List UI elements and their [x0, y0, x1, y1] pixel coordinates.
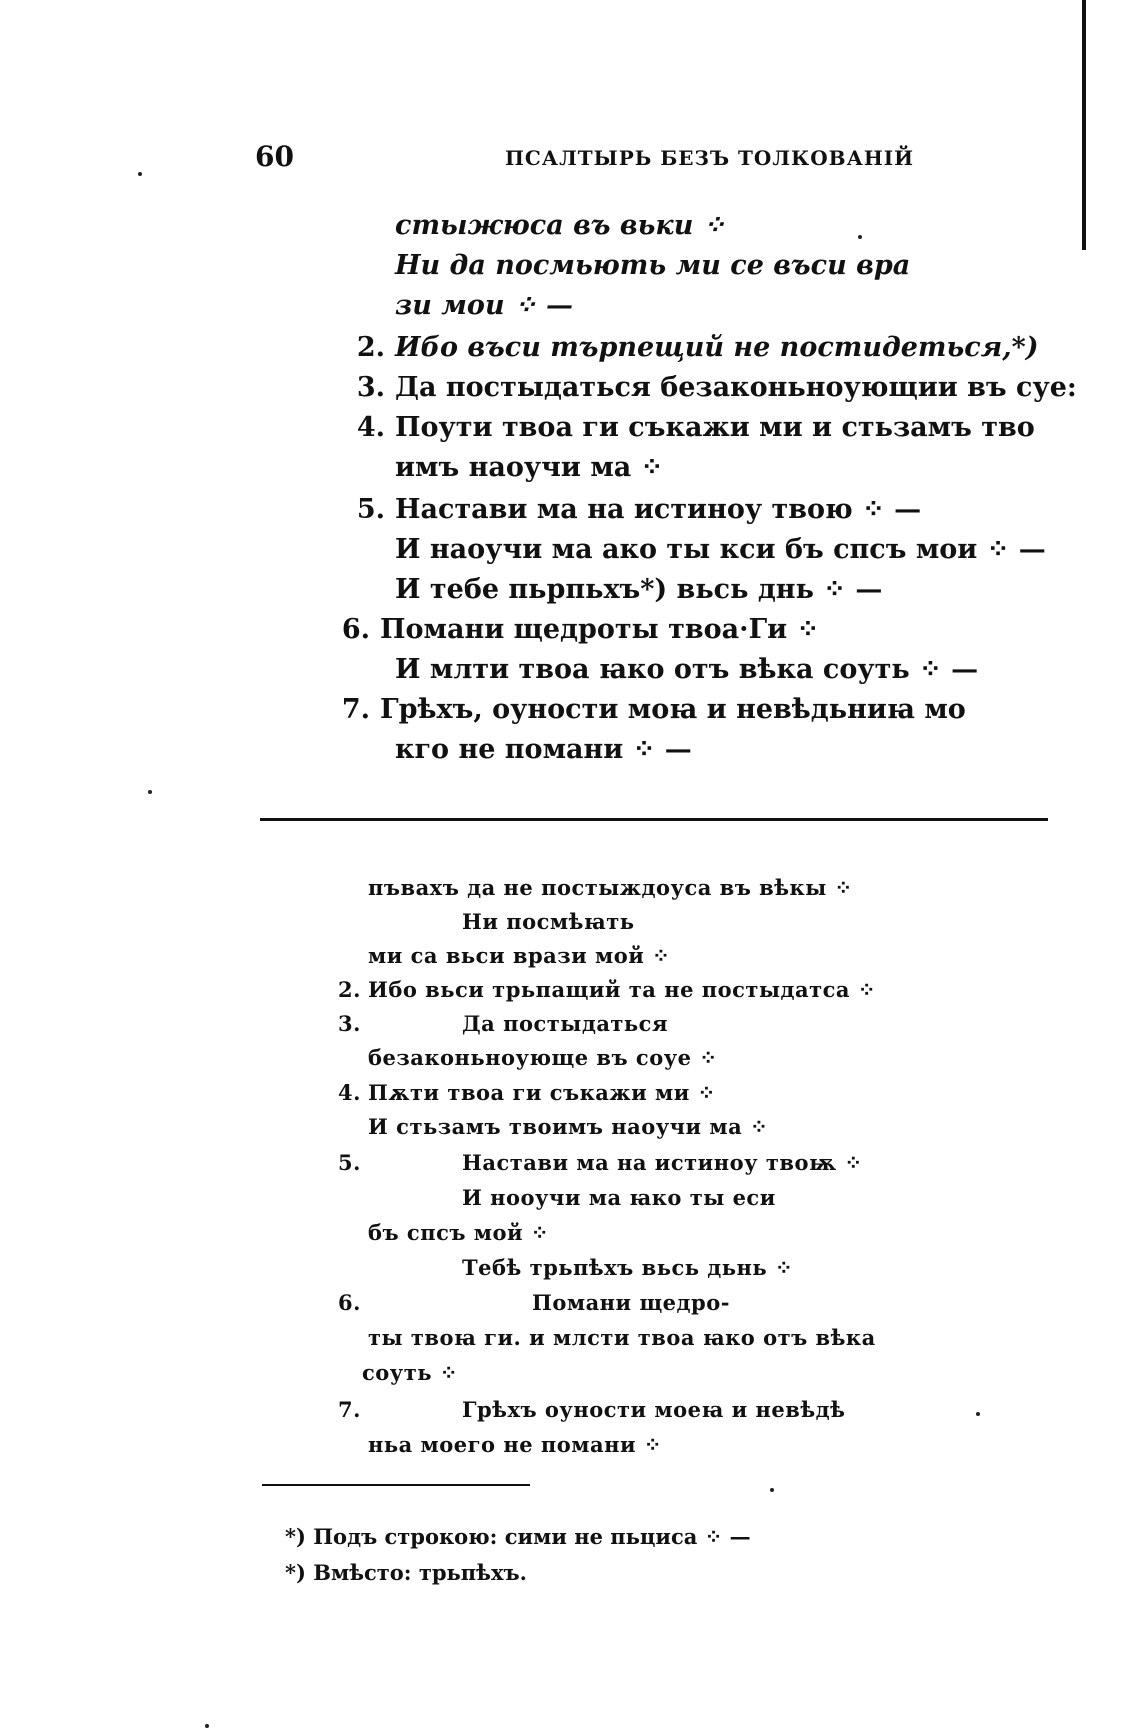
verse-number: 5.	[356, 494, 385, 525]
scan-speck	[770, 1488, 774, 1492]
verse-number: 5.	[338, 1150, 361, 1175]
upper-line: Поути твоа ги съкажи ми и стьзамъ тво	[395, 412, 1035, 443]
section-divider	[260, 818, 1048, 821]
upper-line: Грѣхъ, оуности моꙗ и невѣдьниꙗ мо	[380, 694, 966, 725]
page-edge-bar	[1082, 0, 1086, 250]
verse-number: 7.	[341, 694, 370, 725]
scan-speck	[148, 790, 152, 794]
verse-number: 4.	[356, 412, 385, 443]
scan-speck	[858, 235, 862, 239]
verse-number: 2.	[356, 332, 385, 363]
upper-line: И млти твоа ꙗко отъ вѣка соуть ⁘ —	[395, 654, 979, 685]
lower-line: ты твоꙗ ги. и млсти твоа ꙗко отъ вѣка	[368, 1325, 876, 1350]
upper-line: Ибо въси търпещий не постидеться,*)	[395, 332, 1039, 363]
lower-line: соуть ⁘	[362, 1360, 458, 1385]
lower-line: Грѣхъ оуности моеꙗ и невѣдѣ	[462, 1397, 846, 1422]
lower-line: И нооучи ма ꙗко ты еси	[462, 1185, 776, 1210]
upper-line: Помани щедроты твоа·Ги ⁘	[380, 614, 820, 645]
verse-number: 7.	[338, 1397, 361, 1422]
verse-number: 6.	[338, 1290, 361, 1315]
lower-line: безаконьноующе въ соуе ⁘	[368, 1045, 718, 1070]
running-title: ПСАЛТЫРЬ БЕЗЪ ТОЛКОВАНІЙ	[505, 146, 914, 170]
lower-line: Ни посмѣꙗть	[462, 909, 635, 934]
footnote: *) Вмѣсто: трьпѣхъ.	[285, 1560, 527, 1585]
upper-line: Настави ма на истиноу твою ⁘ —	[395, 494, 922, 525]
scan-speck	[976, 1412, 980, 1416]
lower-line: Пѫти твоа ги съкажи ми ⁘	[368, 1080, 716, 1105]
upper-line: Ни да посмьють ми се въси вра	[395, 250, 911, 281]
lower-line: Ибо вьси трьпащий та не постыдатса ⁘	[368, 977, 876, 1002]
upper-line: имъ наоучи ма ⁘	[395, 452, 664, 483]
lower-line: Да постыдаться	[462, 1011, 668, 1036]
lower-line: Помани щедро-	[532, 1290, 730, 1315]
upper-line: кго не помани ⁘ —	[395, 734, 692, 765]
scan-speck	[205, 1724, 209, 1728]
page-number: 60	[255, 140, 294, 173]
lower-line: ми са вьси врази мой ⁘	[368, 943, 671, 968]
lower-line: пъвахъ да не постыждоуса въ вѣкы ⁘	[368, 875, 853, 900]
upper-line: стыжюса въ вьки ⁘	[395, 210, 726, 241]
footnote: *) Подъ строкою: сими не пьциса ⁘ —	[285, 1524, 751, 1549]
upper-line: И тебе пьрпьхъ*) вьсь днь ⁘ —	[395, 574, 883, 605]
lower-line: бъ спсъ мой ⁘	[368, 1220, 550, 1245]
lower-line: Настави ма на истиноу твоѭ ⁘	[462, 1150, 863, 1175]
verse-number: 4.	[338, 1080, 361, 1105]
scan-speck	[138, 172, 142, 176]
page-header	[0, 140, 1140, 180]
footnote-divider	[262, 1484, 530, 1486]
verse-number: 2.	[338, 977, 361, 1002]
verse-number: 3.	[356, 372, 385, 403]
lower-line: ньа моего не помани ⁘	[368, 1432, 662, 1457]
verse-number: 6.	[341, 614, 370, 645]
upper-line: Да постыдаться безаконьноующии въ суе:	[395, 372, 1077, 403]
upper-line: И наоучи ма ако ты кси бъ спсъ мои ⁘ —	[395, 534, 1046, 565]
upper-line: зи мои ⁘ —	[395, 290, 573, 321]
verse-number: 3.	[338, 1011, 361, 1036]
lower-line: Тебѣ трьпѣхъ вьсь дьнь ⁘	[462, 1255, 794, 1280]
lower-line: И стьзамъ твоимъ наоучи ма ⁘	[368, 1114, 769, 1139]
